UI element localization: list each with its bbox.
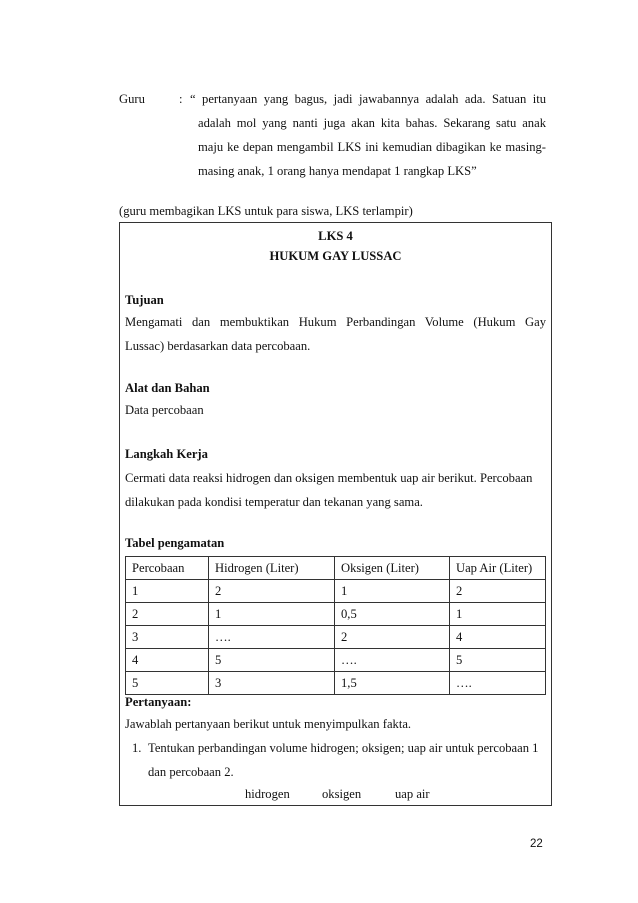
table-header-row: [126, 557, 546, 580]
table-cell: 1: [450, 603, 546, 626]
table-cell: 1: [335, 580, 450, 603]
table-cell: 1: [209, 603, 335, 626]
question-number: 1.: [132, 741, 142, 755]
table-cell: 2: [209, 580, 335, 603]
table-cell: 1,5: [335, 672, 450, 695]
table-cell: 3: [209, 672, 335, 695]
table-cell: ….: [209, 626, 335, 649]
table-cell: 2: [126, 603, 209, 626]
speaker-colon: :: [179, 92, 183, 106]
table-row: [126, 649, 546, 672]
tabel-heading: Tabel pengamatan: [125, 536, 225, 550]
table-cell: 5: [126, 672, 209, 695]
question-line-1: Tentukan perbandingan volume hidrogen; oksigen; uap air untuk percobaan 1: [148, 741, 539, 755]
table-cell: ….: [335, 649, 450, 672]
table-cell: 2: [450, 580, 546, 603]
observation-table: [125, 556, 546, 695]
langkah-heading: Langkah Kerja: [125, 447, 208, 461]
lks-title: HUKUM GAY LUSSAC: [269, 249, 402, 263]
table-row: [126, 580, 546, 603]
answer-label-hidrogen: hidrogen: [245, 787, 290, 801]
table-row: [126, 603, 546, 626]
table-cell: 4: [126, 649, 209, 672]
table-header-cell: Oksigen (Liter): [335, 557, 450, 580]
table-header-cell: Percobaan: [126, 557, 209, 580]
table-cell: 5: [209, 649, 335, 672]
table-cell: 0,5: [335, 603, 450, 626]
pertanyaan-heading: Pertanyaan:: [125, 695, 192, 709]
dialogue-line-3: maju ke depan mengambil LKS ini kemudian dibagikan ke masing-: [198, 140, 546, 154]
pertanyaan-intro: Jawablah pertanyaan berikut untuk menyimpulkan fakta.: [125, 717, 412, 731]
alat-heading: Alat dan Bahan: [125, 381, 210, 395]
table-header-cell: Hidrogen (Liter): [209, 557, 335, 580]
table-cell: ….: [450, 672, 546, 695]
question-line-2: dan percobaan 2.: [148, 765, 234, 779]
table-cell: 3: [126, 626, 209, 649]
table-cell: 1: [126, 580, 209, 603]
table-cell: 5: [450, 649, 546, 672]
langkah-line-2: dilakukan pada kondisi temperatur dan tekanan yang sama.: [125, 495, 423, 509]
tujuan-line-2: Lussac) berdasarkan data percobaan.: [125, 339, 311, 353]
tujuan-heading: Tujuan: [125, 293, 164, 307]
table-row: [126, 672, 546, 695]
table-cell: 4: [450, 626, 546, 649]
langkah-line-1: Cermati data reaksi hidrogen dan oksigen membentuk uap air berikut. Percobaan: [125, 471, 533, 485]
dialogue-line-4: masing anak, 1 orang hanya mendapat 1 rangkap LKS”: [198, 164, 477, 178]
table-row: [126, 626, 546, 649]
distribution-note: (guru membagikan LKS untuk para siswa, LKS terlampir): [119, 204, 413, 218]
answer-label-uap-air: uap air: [395, 787, 430, 801]
speaker-label: Guru: [119, 92, 145, 106]
dialogue-line-1: “ pertanyaan yang bagus, jadi jawabannya adalah ada. Satuan itu: [190, 92, 546, 106]
tujuan-line-1: Mengamati dan membuktikan Hukum Perbandingan Volume (Hukum Gay: [125, 315, 546, 329]
answer-label-oksigen: oksigen: [322, 787, 362, 801]
lks-number: LKS 4: [318, 229, 353, 243]
page-number: 22: [530, 838, 543, 850]
dialogue-line-2: adalah mol yang nanti juga akan kita bahas. Sekarang satu anak: [198, 116, 546, 130]
table-cell: 2: [335, 626, 450, 649]
table-header-cell: Uap Air (Liter): [450, 557, 546, 580]
alat-text: Data percobaan: [125, 403, 204, 417]
